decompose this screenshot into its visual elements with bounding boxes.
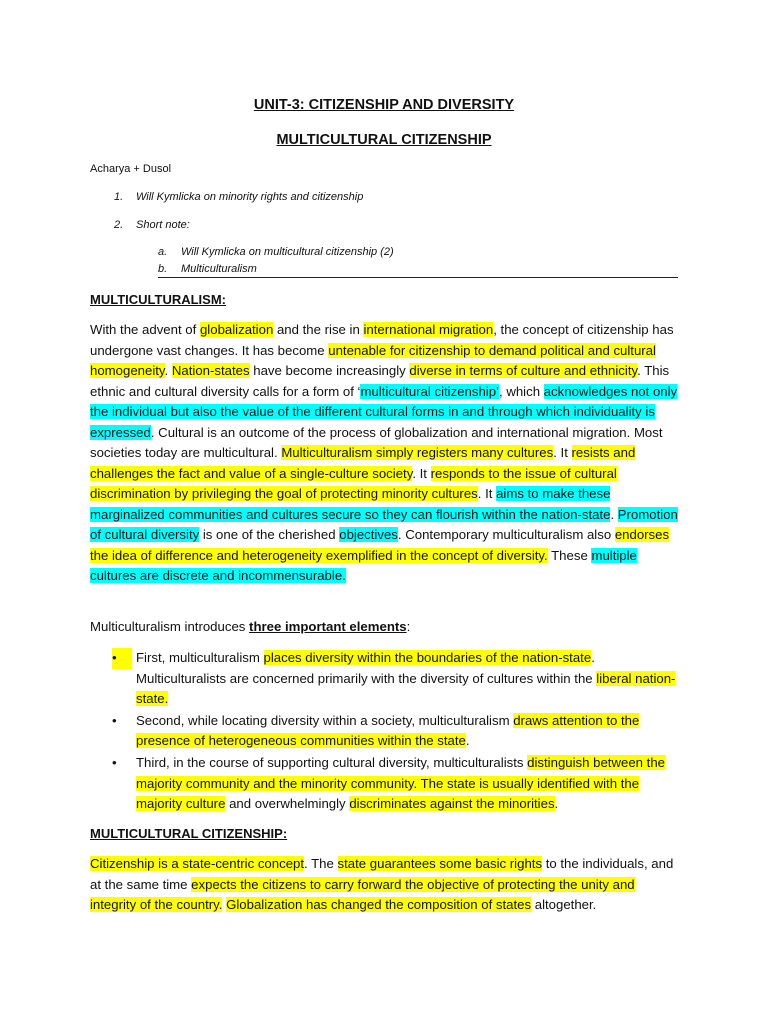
list-item-text — [136, 650, 675, 706]
yellow-highlight: distinguish between the majority community and the minority community. The state is usually identified with the majority culture — [136, 754, 665, 812]
text-run: . — [164, 363, 172, 378]
yellow-highlight: endorses the idea of difference and heterogeneity exemplified in the concept of diversity. — [90, 527, 670, 563]
yellow-highlight: diverse in terms of culture and ethnicity — [409, 363, 638, 378]
bullet-marker: • — [112, 712, 117, 728]
yellow-highlight: international migration — [363, 322, 494, 337]
cyan-highlight: aims to make these marginalized communities and cultures secure so they can flourish within the nation-state — [90, 486, 611, 522]
subitem-a-text: Will Kymlicka on multicultural citizenship (2) — [181, 246, 394, 258]
list-item — [112, 711, 682, 752]
divider-line — [158, 277, 678, 278]
yellow-highlight: responds to the issue of cultural discrimination by privileging the goal of protecting minority cultures — [90, 465, 617, 501]
text-run: and the rise in — [273, 322, 364, 337]
text-run: . It — [412, 465, 431, 481]
text-run: is one of the cherished — [199, 527, 340, 542]
elements-list — [112, 648, 682, 816]
intro-before: Multiculturalism introduces — [90, 619, 250, 634]
list-item — [112, 648, 682, 710]
citizenship-paragraph — [90, 854, 680, 916]
text-run: Third, in the course of supporting cultural diversity, multiculturalists — [136, 754, 528, 770]
multiculturalism-paragraph — [90, 320, 680, 587]
bullet-marker: • — [112, 754, 117, 770]
text-run: . — [554, 796, 559, 812]
text-run: . This ethnic and cultural diversity calls for a form of ‘ — [90, 363, 670, 399]
text-run: . Multiculturalists are concerned primarily with the diversity of cultures within the — [136, 650, 597, 686]
subitem-a-number: a. — [158, 246, 168, 258]
yellow-highlight: Citizenship is a state-centric concept — [90, 856, 305, 871]
text-run: . — [610, 506, 618, 522]
text-run: to the individuals, and at the same time — [90, 856, 674, 892]
question-1-number: 1. — [114, 191, 124, 203]
yellow-highlight: Globalization has changed the composition of states — [226, 897, 532, 912]
yellow-highlight: draws attention to the presence of heterogeneous communities within the state — [136, 712, 640, 749]
cyan-highlight: multicultural citizenship’ — [360, 383, 499, 399]
list-item-text — [136, 713, 639, 749]
question-2-number: 2. — [114, 219, 124, 231]
text-run: . It — [553, 445, 572, 460]
yellow-highlight: places diversity within the boundaries of the nation-state — [263, 650, 592, 665]
text-run: With the advent of — [90, 322, 200, 337]
source-note: Acharya + Dusol — [90, 163, 172, 175]
unit-title: UNIT-3: CITIZENSHIP AND DIVERSITY — [253, 97, 515, 113]
text-run: . Contemporary multiculturalism also — [397, 527, 615, 542]
text-run: Second, while locating diversity within a society, multiculturalism — [136, 712, 514, 728]
question-2-text: Short note: — [136, 219, 190, 231]
elements-intro — [90, 617, 680, 638]
text-run: , the concept of citizenship has undergone vast changes. It has become — [90, 322, 674, 358]
yellow-highlight: discriminates against the minorities — [349, 796, 555, 812]
yellow-highlight: liberal nation-state. — [136, 670, 676, 707]
text-run: and overwhelmingly — [225, 796, 350, 812]
yellow-highlight: state guarantees some basic rights — [337, 856, 543, 871]
list-item-text — [136, 755, 665, 811]
yellow-highlight: resists and challenges the fact and value of a single-culture society — [90, 445, 636, 481]
intro-emphasis: three important elements — [249, 619, 407, 634]
yellow-highlight: globalization — [199, 322, 274, 337]
cyan-highlight: Promotion of cultural diversity — [90, 506, 678, 542]
bullet-marker: • — [112, 648, 132, 669]
cyan-highlight: acknowledges not only the individual but also the value of the different cultural forms in and through which individuality is expressed — [90, 383, 678, 440]
text-run: . Cultural is an outcome of the process of globalization and international migration. Most societies today are multicultural. — [90, 424, 663, 460]
text-run: altogether. — [531, 897, 597, 912]
text-run: . The — [304, 856, 338, 871]
intro-after: : — [406, 619, 411, 634]
text-run: , which — [499, 383, 544, 399]
multicultural-citizenship-heading: MULTICULTURAL CITIZENSHIP: — [90, 826, 288, 841]
subitem-b-number: b. — [158, 263, 168, 275]
text-run: . It — [477, 486, 497, 501]
yellow-highlight: expects the citizens to carry forward the objective of protecting the unity and integrity of the country. — [90, 876, 635, 912]
yellow-highlight: Multiculturalism simply registers many cultures — [281, 445, 554, 460]
text-run: First, multiculturalism — [136, 650, 264, 665]
question-1-text: Will Kymlicka on minority rights and citizenship — [136, 191, 364, 203]
section-title: MULTICULTURAL CITIZENSHIP — [276, 132, 492, 148]
yellow-highlight: Nation-states — [171, 363, 250, 378]
yellow-highlight: untenable for citizenship to demand political and cultural homogeneity — [90, 342, 656, 378]
multiculturalism-heading: MULTICULTURALISM: — [90, 292, 226, 307]
text-run: have become increasingly — [249, 363, 410, 378]
cyan-highlight: multiple cultures are discrete and incommensurable. — [90, 547, 637, 583]
list-item — [112, 753, 682, 815]
text-run: . — [465, 733, 470, 749]
text-run: These — [547, 547, 592, 563]
subitem-b-text: Multiculturalism — [181, 263, 257, 275]
cyan-highlight: objectives — [339, 527, 398, 542]
